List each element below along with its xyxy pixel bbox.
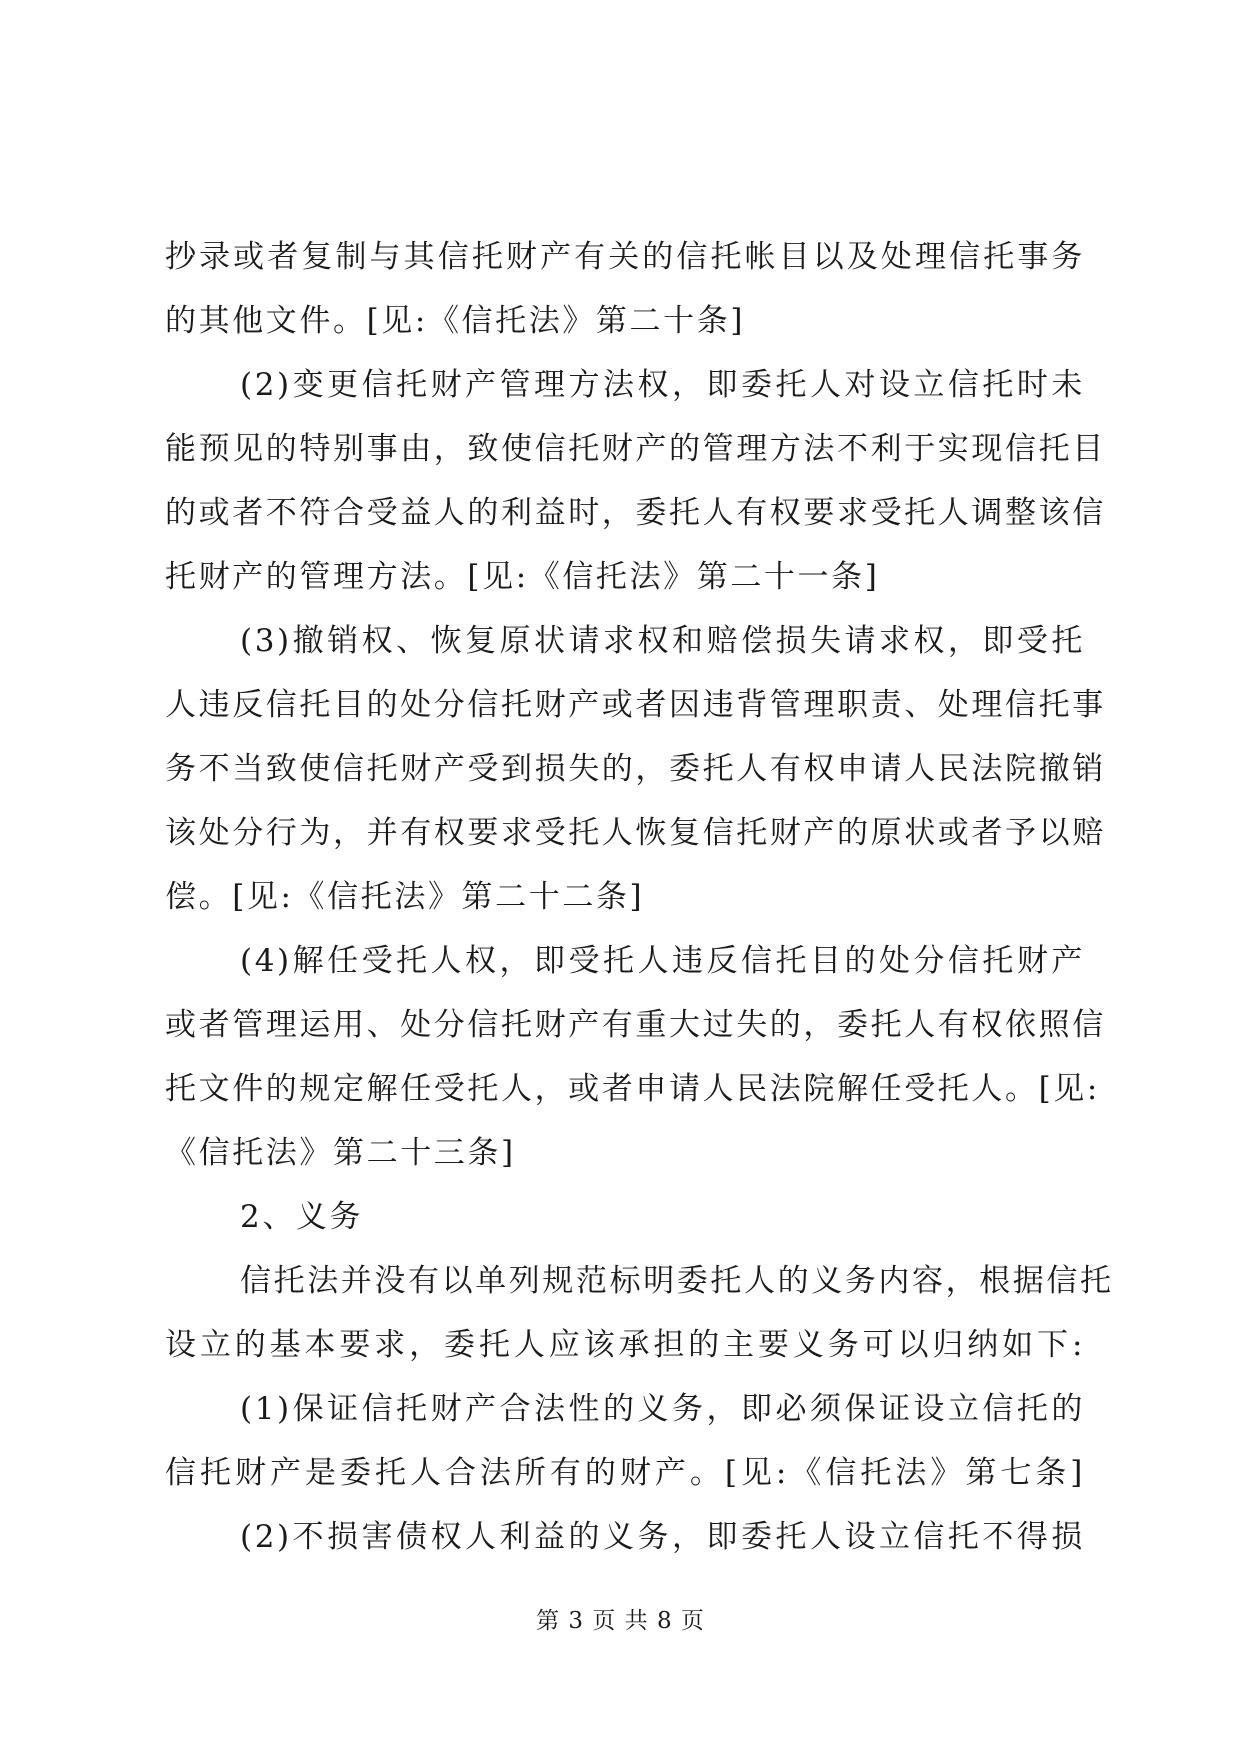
text-line: 抄录或者复制与其信托财产有关的信托帐目以及处理信托事务 <box>165 239 1085 275</box>
text-line: 的或者不符合受益人的利益时，委托人有权要求受托人调整该信 <box>165 495 1106 531</box>
text-line: 托文件的规定解任受托人，或者申请人民法院解任受托人。[见: <box>165 1071 1100 1107</box>
text-line: (3)撤销权、恢复原状请求权和赔偿损失请求权，即受托 <box>240 623 1085 659</box>
text-line: (2)变更信托财产管理方法权，即委托人对设立信托时未 <box>240 367 1085 403</box>
text-line: 务不当致使信托财产受到损失的，委托人有权申请人民法院撤销 <box>165 751 1106 787</box>
text-line: 托财产的管理方法。[见:《信托法》第二十一条] <box>165 559 880 595</box>
page-footer: 第 3 页 共 8 页 <box>536 1608 705 1634</box>
text-line: (4)解任受托人权，即受托人违反信托目的处分信托财产 <box>240 943 1085 979</box>
text-line: 设立的基本要求，委托人应该承担的主要义务可以归纳如下: <box>165 1327 1085 1363</box>
text-line: 能预见的特别事由，致使信托财产的管理方法不利于实现信托目 <box>165 431 1106 467</box>
text-line: 2、义务 <box>240 1199 364 1235</box>
text-line: 或者管理运用、处分信托财产有重大过失的，委托人有权依照信 <box>165 1007 1106 1043</box>
text-line: 信托法并没有以单列规范标明委托人的义务内容，根据信托 <box>240 1263 1114 1299</box>
document-body <box>165 225 1114 1569</box>
text-line: 偿。[见:《信托法》第二十二条] <box>165 879 645 915</box>
text-line: 的其他文件。[见:《信托法》第二十条] <box>165 303 746 339</box>
text-line: (1)保证信托财产合法性的义务，即必须保证设立信托的 <box>240 1391 1085 1427</box>
text-line: 《信托法》第二十三条] <box>165 1135 516 1171</box>
text-line: (2)不损害债权人利益的义务，即委托人设立信托不得损 <box>240 1519 1085 1555</box>
text-line: 人违反信托目的处分信托财产或者因违背管理职责、处理信托事 <box>165 687 1106 723</box>
text-line: 该处分行为，并有权要求受托人恢复信托财产的原状或者予以赔 <box>165 815 1106 851</box>
text-line: 信托财产是委托人合法所有的财产。[见:《信托法》第七条] <box>165 1455 1085 1491</box>
